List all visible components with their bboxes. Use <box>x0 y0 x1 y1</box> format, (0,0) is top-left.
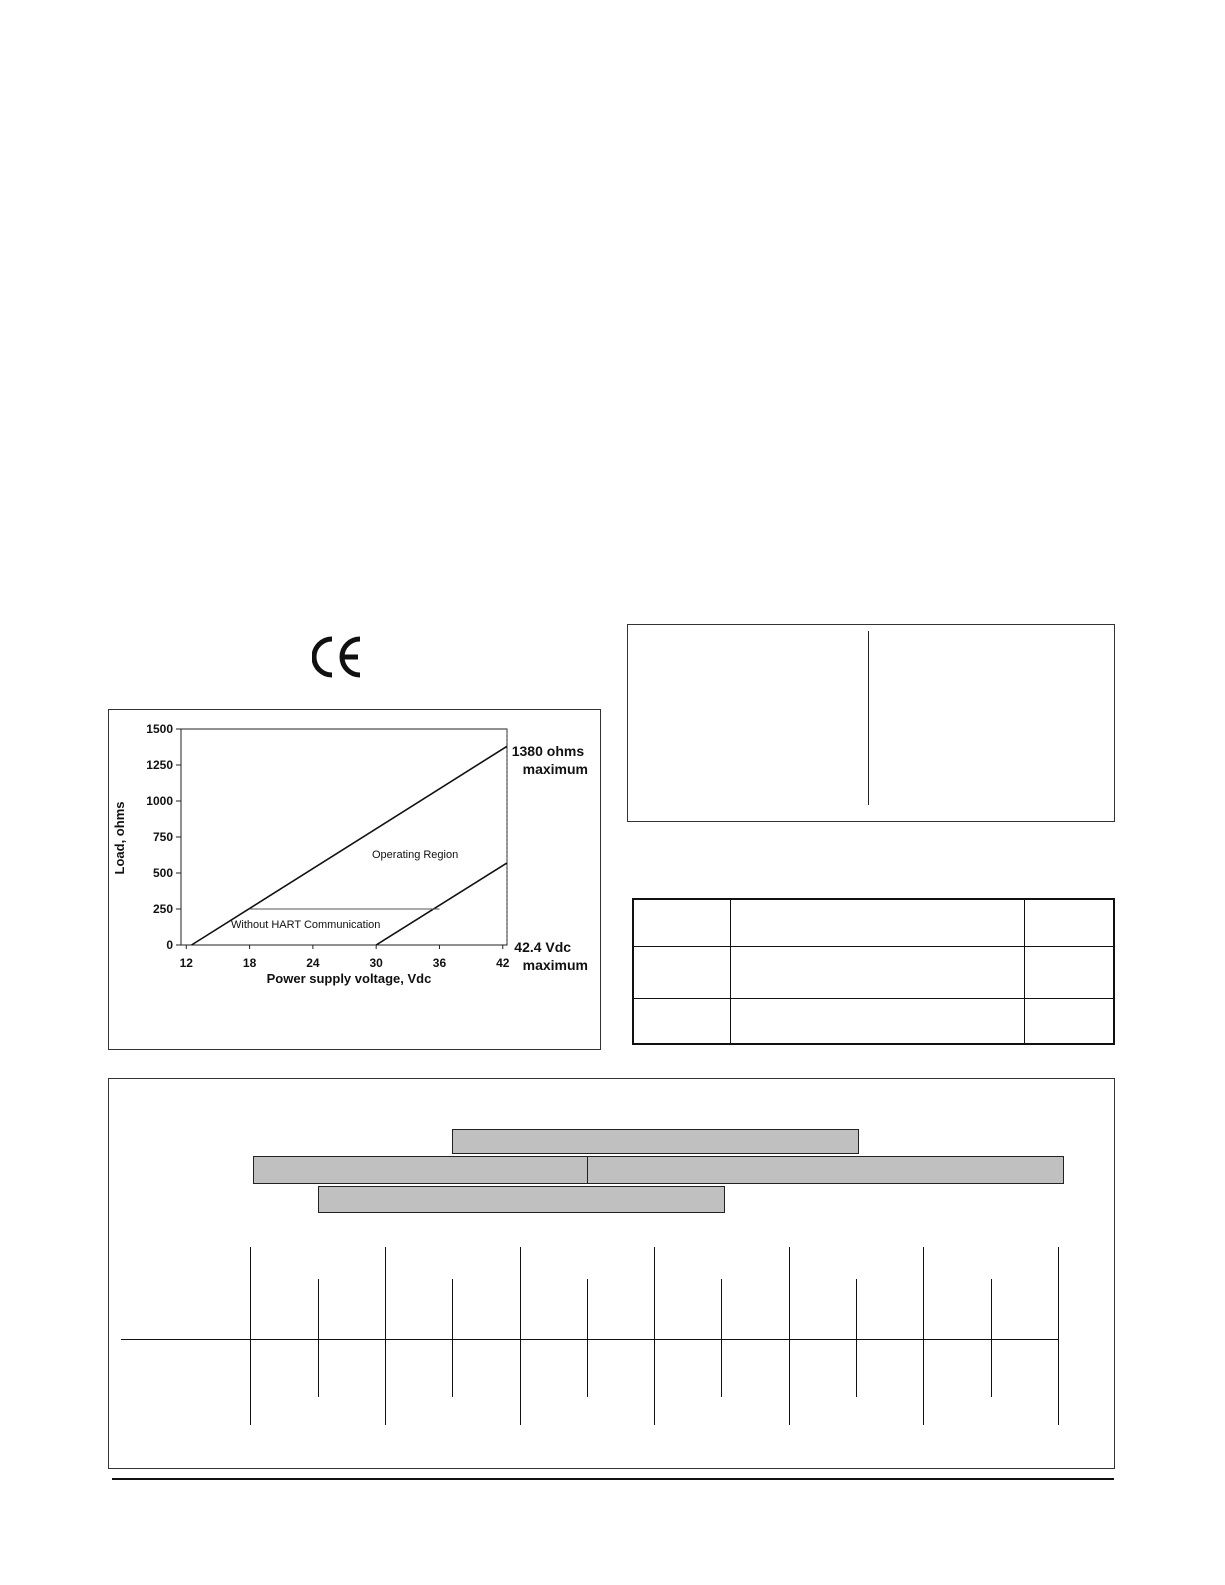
y-tick-label: 750 <box>152 830 173 844</box>
max-load-line-1: 1380 ohms <box>511 743 585 759</box>
timeline-minor-tick <box>856 1279 857 1397</box>
timeline-bar-left <box>253 1156 588 1184</box>
timeline-minor-tick <box>587 1279 588 1397</box>
series-line-1 <box>192 746 507 945</box>
spec-table <box>632 898 1115 1045</box>
x-tick-label: 42 <box>496 956 510 970</box>
timeline-major-tick <box>923 1247 924 1425</box>
y-tick-label: 250 <box>152 902 173 916</box>
timeline-bar-right <box>587 1156 1064 1184</box>
y-tick-label: 1000 <box>146 794 173 808</box>
timeline-major-tick <box>1058 1247 1059 1425</box>
timeline-minor-tick <box>991 1279 992 1397</box>
max-load-line-2: maximum <box>522 761 588 777</box>
x-tick-label: 18 <box>242 956 257 970</box>
plot-area <box>181 729 507 945</box>
y-axis-title: Load, ohms <box>112 801 127 875</box>
timeline-minor-tick <box>452 1279 453 1397</box>
timeline-major-tick <box>385 1247 386 1425</box>
max-load-annotation <box>512 743 588 777</box>
load-chart-frame <box>108 709 601 1050</box>
timeline-major-tick <box>520 1247 521 1425</box>
x-axis-title: Power supply voltage, Vdc <box>266 971 432 986</box>
load-chart <box>109 710 602 1051</box>
y-tick-label: 1500 <box>146 722 173 736</box>
operating-region-label: Operating Region <box>372 849 459 861</box>
timeline-major-tick <box>789 1247 790 1425</box>
timeline-bar-top <box>452 1129 859 1154</box>
max-voltage-line-1: 42.4 Vdc <box>514 939 572 955</box>
spec-box-divider <box>868 631 869 805</box>
timeline-diagram <box>108 1078 1115 1469</box>
footer-rule <box>112 1478 1114 1480</box>
series-line-2 <box>376 863 507 945</box>
ce-mark-icon <box>312 636 364 678</box>
x-tick-label: 12 <box>179 956 193 970</box>
x-tick-label: 30 <box>369 956 383 970</box>
timeline-major-tick <box>654 1247 655 1425</box>
timeline-bar-lower <box>318 1186 725 1213</box>
spec-box <box>627 624 1115 822</box>
table-row-divider-2 <box>634 998 1113 999</box>
without-hart-label: Without HART Communication <box>231 919 381 931</box>
timeline-major-tick <box>250 1247 251 1425</box>
y-tick-label: 1250 <box>146 758 173 772</box>
timeline-baseline <box>121 1339 1059 1340</box>
max-voltage-line-2: maximum <box>522 957 588 973</box>
max-voltage-annotation <box>514 939 588 973</box>
y-tick-label: 0 <box>166 938 173 952</box>
x-tick-label: 36 <box>432 956 447 970</box>
timeline-minor-tick <box>721 1279 722 1397</box>
table-row-divider-1 <box>634 946 1113 947</box>
timeline-minor-tick <box>318 1279 319 1397</box>
y-tick-label: 500 <box>152 866 173 880</box>
table-col-divider-1 <box>730 900 731 1043</box>
table-col-divider-2 <box>1024 900 1025 1043</box>
x-tick-label: 24 <box>306 956 320 970</box>
